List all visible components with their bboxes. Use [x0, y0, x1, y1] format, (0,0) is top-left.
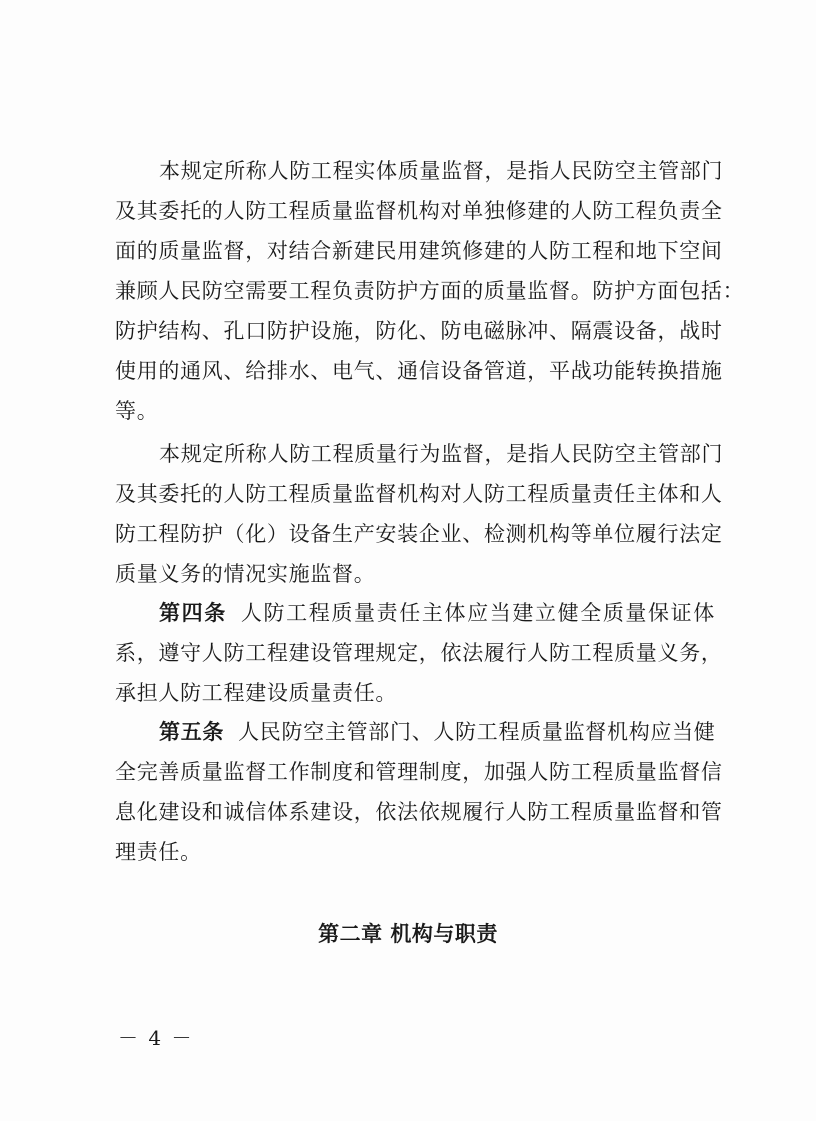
- paragraph-line: 承担人防工程建设质量责任。: [115, 681, 398, 705]
- article-first-line-text: 人民防空主管部门、人防工程质量监督机构应当健: [238, 720, 716, 744]
- paragraph-line: 面的质量监督，对结合新建民用建筑修建的人防工程和地下空间: [115, 239, 723, 263]
- paragraph-line: 及其委托的人防工程质量监督机构对单独修建的人防工程负责全: [115, 199, 723, 223]
- paragraph-line: 系，遵守人防工程建设管理规定，依法履行人防工程质量义务，: [115, 641, 723, 665]
- article-5: [115, 712, 723, 872]
- article-heading: 第五条: [159, 720, 225, 744]
- chapter-title: 第二章 机构与职责: [318, 922, 498, 946]
- page-number: － 4 －: [118, 1026, 194, 1050]
- paragraph-line: 理责任。: [115, 840, 202, 864]
- article-heading: 第四条: [159, 601, 227, 625]
- paragraph-behavior-quality-supervision: [115, 434, 724, 594]
- paragraph-line: 质量义务的情况实施监督。: [115, 562, 376, 586]
- paragraph-line: 防工程防护（化）设备生产安装企业、检测机构等单位履行法定: [115, 522, 723, 546]
- paragraph-line: 兼顾人民防空需要工程负责防护方面的质量监督。防护方面包括：: [115, 279, 745, 303]
- paragraph-line: 本规定所称人防工程质量行为监督，是指人民防空主管部门: [159, 442, 724, 466]
- paragraph-line: 本规定所称人防工程实体质量监督，是指人民防空主管部门: [159, 159, 724, 183]
- paragraph-line: 使用的通风、给排水、电气、通信设备管道，平战功能转换措施: [115, 359, 723, 383]
- article-first-line: [115, 593, 715, 633]
- article-first-line-text: 人防工程质量责任主体应当建立健全质量保证体: [240, 601, 715, 625]
- article-4: [115, 593, 723, 713]
- paragraph-line: 息化建设和诚信体系建设，依法依规履行人防工程质量监督和管: [115, 800, 723, 824]
- paragraph-line: 及其委托的人防工程质量监督机构对人防工程质量责任主体和人: [115, 482, 723, 506]
- paragraph-entity-quality-supervision: [115, 151, 745, 431]
- paragraph-line: 全完善质量监督工作制度和管理制度，加强人防工程质量监督信: [115, 760, 723, 784]
- paragraph-line: 防护结构、孔口防护设施，防化、防电磁脉冲、隔震设备，战时: [115, 319, 723, 343]
- paragraph-line: 等。: [115, 399, 159, 423]
- article-first-line: [115, 712, 715, 752]
